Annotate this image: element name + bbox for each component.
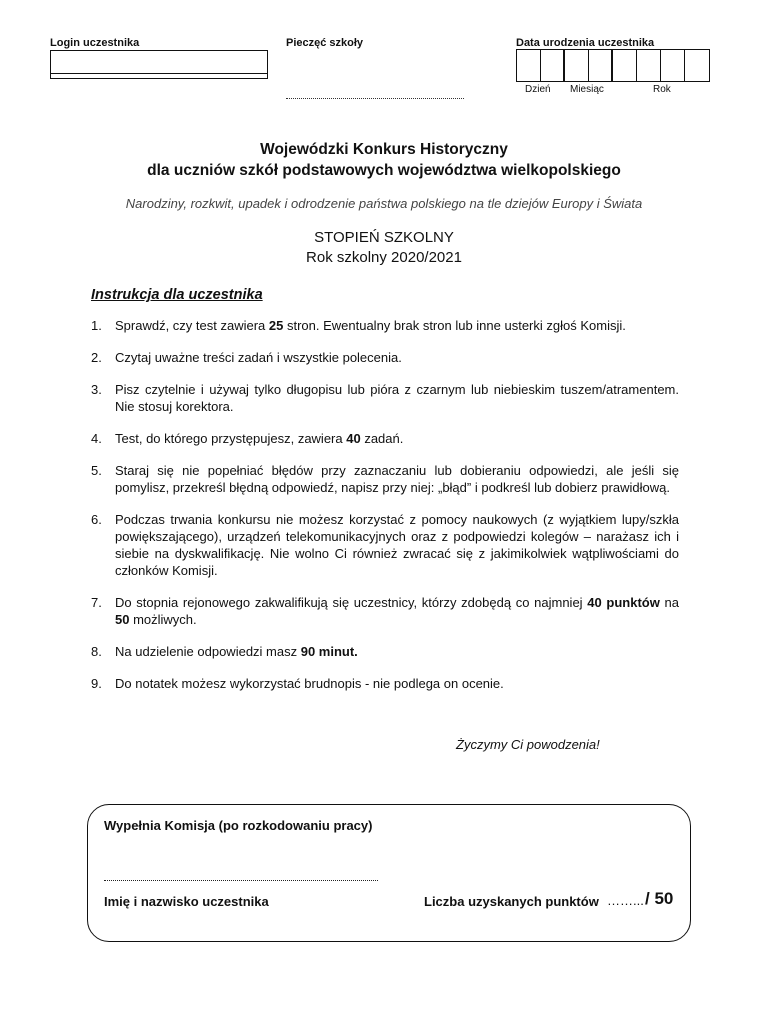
list-item: 5. Staraj się nie popełniać błędów przy zaznaczaniu lub dobieraniu odpowiedzi, ale jeśli się pomylisz, przekreśl błędną odpowiedź, napisz przy niej: „błąd” i podkreśl lub dobierz prawidłową. [91, 463, 679, 495]
instructions-list [91, 317, 679, 692]
dob-day-cell-1[interactable] [517, 50, 541, 81]
list-item: 8. Na udzielenie odpowiedzi masz 90 minut. [91, 644, 358, 659]
title-line1: Wojewódzki Konkurs Historyczny [260, 141, 508, 158]
instructions-heading: Instrukcja dla uczestnika [91, 287, 263, 303]
list-item: 9. Do notatek możesz wykorzystać brudnopis - nie podlega on ocenie. [91, 676, 504, 691]
participant-name-label: Imię i nazwisko uczestnika [104, 894, 269, 909]
name-dotted-line[interactable] [104, 880, 378, 881]
title-line2: dla uczniów szkół podstawowych województwa wielkopolskiego [147, 162, 621, 179]
year-label: Rok [653, 84, 671, 95]
subtitle: Narodziny, rozkwit, upadek i odrodzenie państwa polskiego na tle dziejów Europy i Świata [125, 196, 643, 211]
dob-label: Data urodzenia uczestnika [516, 37, 655, 49]
dob-month-cell-1[interactable] [565, 50, 589, 81]
list-item: 1. Sprawdź, czy test zawiera 25 stron. Ewentualny brak stron lub inne usterki zgłoś Komisji. [91, 318, 626, 333]
good-luck-wish: Życzymy Ci powodzenia! [456, 737, 600, 752]
login-label: Login uczestnika [50, 37, 140, 49]
stamp-dotted-line [286, 98, 464, 99]
list-item: 3. Pisz czytelnie i używaj tylko długopisu lub pióra z czarnym lub niebieskim tuszem/atramentem. Nie stosuj korektora. [91, 382, 679, 414]
commission-heading: Wypełnia Komisja (po rozkodowaniu pracy) [104, 818, 373, 833]
dob-grid[interactable] [516, 49, 710, 82]
points-label: Liczba uzyskanych punktów [424, 894, 599, 909]
dob-year-cell-1[interactable] [613, 50, 637, 81]
list-item: 4. Test, do którego przystępujesz, zawiera 40 zadań. [91, 431, 404, 446]
dob-year-cell-2[interactable] [637, 50, 661, 81]
month-label: Miesiąc [570, 84, 604, 95]
level: STOPIEŃ SZKOLNY [314, 229, 454, 246]
list-item: 6. Podczas trwania konkursu nie możesz korzystać z pomocy naukowych (z wyjątkiem lupy/szkła powiększającego), urządzeń telekomunikacyjnych oraz z podpowiedzi kolegów – narażasz ich i siebie na dyskwalifikację. Nie wolno Ci również zwracać się z jakimikolwiek wątpliwościami do członków Komisji. [91, 512, 679, 578]
points-dots[interactable]: ……... [607, 893, 644, 908]
dob-year-cell-3[interactable] [661, 50, 685, 81]
dob-month-cell-2[interactable] [589, 50, 613, 81]
login-underline [51, 73, 267, 74]
points-max: / 50 [645, 889, 674, 908]
list-item: 7. Do stopnia rejonowego zakwalifikują się uczestnicy, którzy zdobędą co najmniej 40 punktów na 50 możliwych. [91, 595, 679, 627]
school-year: Rok szkolny 2020/2021 [306, 249, 462, 266]
dob-year-cell-4[interactable] [685, 50, 709, 81]
stamp-label: Pieczęć szkoły [286, 37, 364, 49]
dob-day-cell-2[interactable] [541, 50, 565, 81]
login-box[interactable] [50, 50, 268, 79]
list-item: 2. Czytaj uważne treści zadań i wszystkie polecenia. [91, 350, 402, 365]
day-label: Dzień [525, 84, 551, 95]
